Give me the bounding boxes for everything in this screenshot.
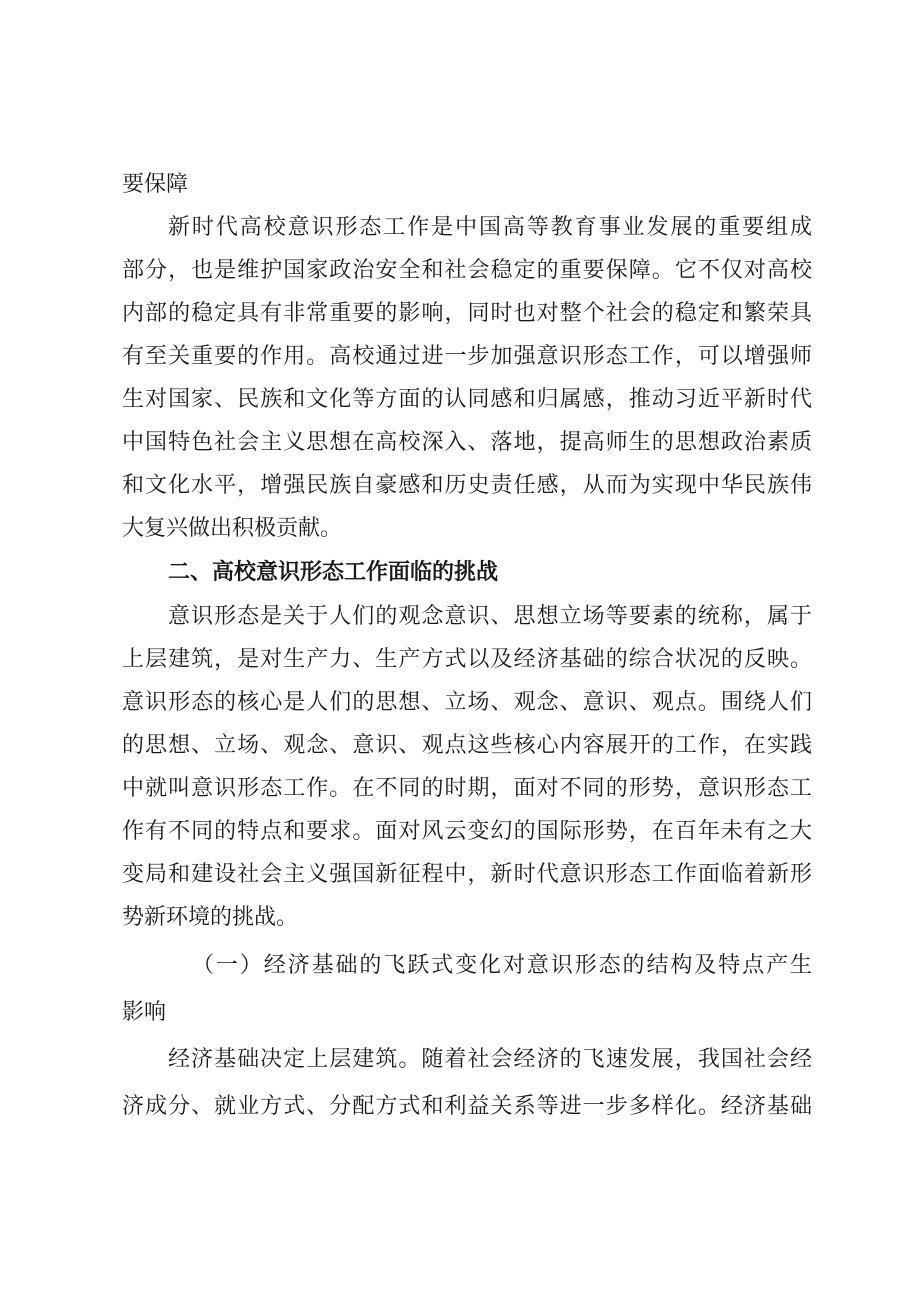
paragraph-line: 上层建筑，是对生产力、生产方式以及经济基础的综合状况的反映。 (122, 647, 812, 672)
subsection-heading-continued: 影响 (122, 1000, 167, 1025)
paragraph-line: 和文化水平，增强民族自豪感和历史责任感，从而为实现中华民族伟 (122, 473, 812, 498)
paragraph-line: 大复兴做出积极贡献。 (122, 516, 343, 541)
paragraph-line: 生对国家、民族和文化等方面的认同感和归属感，推动习近平新时代 (122, 387, 812, 412)
paragraph-line: 作有不同的特点和要求。面对风云变幻的国际形势，在百年未有之大 (122, 819, 812, 844)
paragraph-line: 势新环境的挑战。 (122, 905, 299, 930)
paragraph-line: 新时代高校意识形态工作是中国高等教育事业发展的重要组成 (168, 215, 812, 240)
paragraph-line: 中就叫意识形态工作。在不同的时期，面对不同的形势，意识形态工 (122, 776, 812, 801)
paragraph-line: 的思想、立场、观念、意识、观点这些核心内容展开的工作，在实践 (122, 733, 812, 758)
section-heading: 二、高校意识形态工作面临的挑战 (168, 560, 499, 585)
paragraph-line: 变局和建设社会主义强国新征程中，新时代意识形态工作面临着新形 (122, 862, 812, 887)
paragraph-line: 中国特色社会主义思想在高校深入、落地，提高师生的思想政治素质 (122, 430, 812, 455)
paragraph-line: 意识形态是关于人们的观念意识、思想立场等要素的统称，属于 (168, 604, 812, 629)
paragraph-line: 济成分、就业方式、分配方式和利益关系等进一步多样化。经济基础 (122, 1094, 812, 1119)
paragraph-line: 内部的稳定具有非常重要的影响，同时也对整个社会的稳定和繁荣具 (122, 301, 812, 326)
paragraph-line: 要保障 (122, 172, 189, 197)
paragraph-line: 经济基础决定上层建筑。随着社会经济的飞速发展，我国社会经 (168, 1047, 812, 1072)
subsection-heading: （一）经济基础的飞跃式变化对意识形态的结构及特点产生 (192, 953, 812, 978)
paragraph-line: 部分，也是维护国家政治安全和社会稳定的重要保障。它不仅对高校 (122, 258, 812, 283)
paragraph-line: 有至关重要的作用。高校通过进一步加强意识形态工作，可以增强师 (122, 344, 812, 369)
paragraph-line: 意识形态的核心是人们的思想、立场、观念、意识、观点。围绕人们 (122, 690, 812, 715)
